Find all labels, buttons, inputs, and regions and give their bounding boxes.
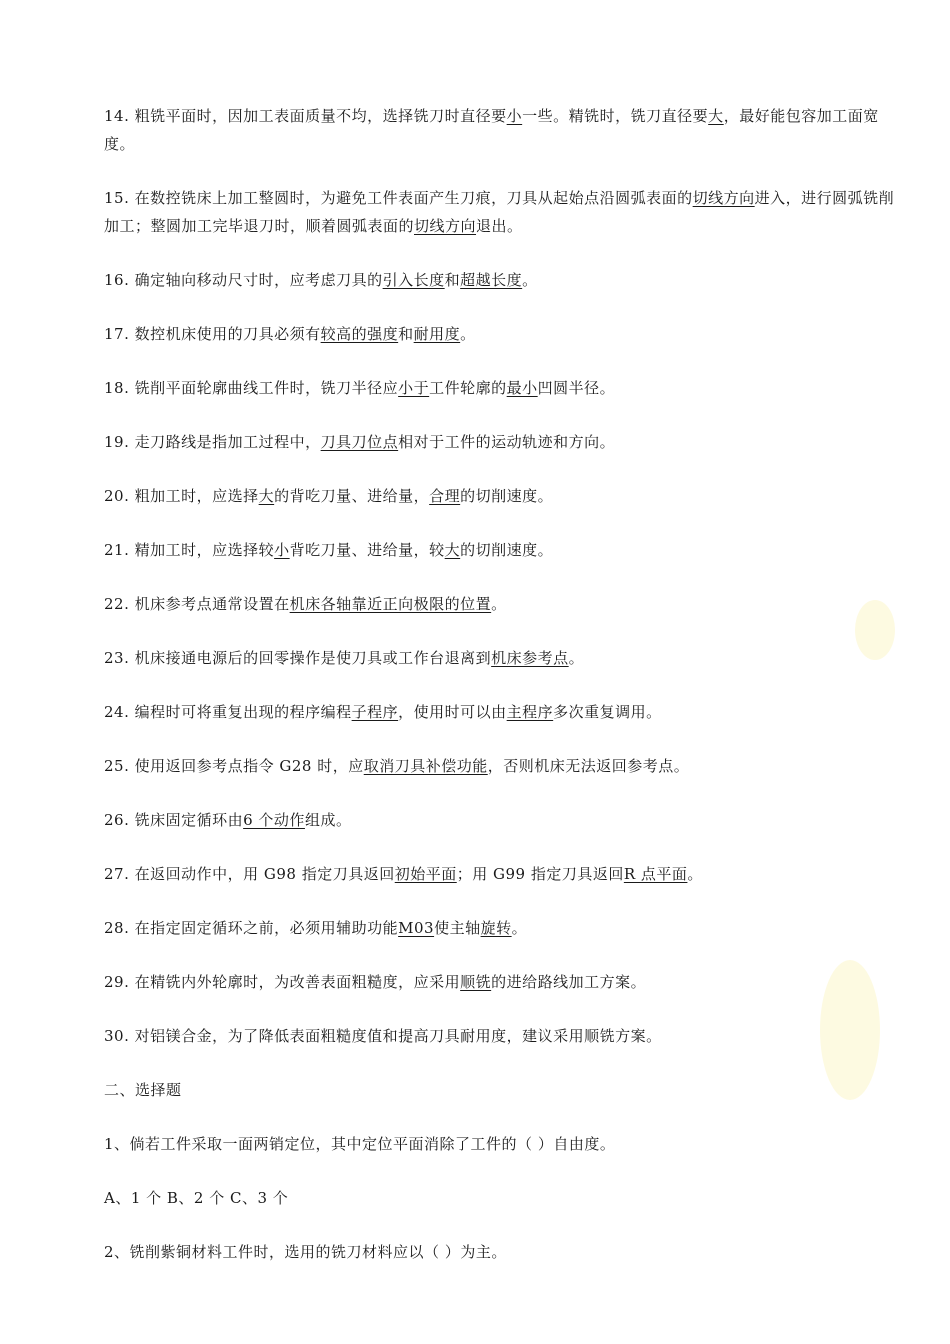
text-run: 27. 在返回动作中，用 G98 指定刀具返回 (104, 865, 395, 883)
text-run: 二、选择题 (104, 1081, 182, 1099)
text-run: A、1 个 B、2 个 C、3 个 (104, 1189, 289, 1207)
item-q25 (104, 752, 904, 780)
text-run: ，最好能包容加工面宽度。 (104, 107, 879, 153)
item-q24 (104, 698, 904, 726)
answer-underlined: 大 (444, 541, 461, 559)
text-run: 背吃刀量、进给量，较 (289, 541, 445, 559)
text-run: 20. 粗加工时，应选择 (104, 487, 259, 505)
item-q18 (104, 374, 904, 402)
item-q20 (104, 482, 904, 510)
text-run: 21. 精加工时，应选择较 (104, 541, 275, 559)
text-run: 15. 在数控铣床上加工整圆时，为避免工件表面产生刀痕，刀具从起始点沿圆弧表面的 (104, 189, 693, 207)
item-q26 (104, 806, 904, 834)
item-c2 (104, 1238, 904, 1266)
answer-underlined: 超越长度 (460, 271, 523, 289)
answer-underlined: 大 (708, 107, 724, 125)
text-run: 和 (444, 271, 461, 289)
answer-underlined: 小 (506, 107, 523, 125)
text-run: 。 (568, 649, 585, 667)
text-run: 的切削速度。 (460, 487, 554, 505)
text-run: 。 (491, 595, 507, 613)
text-run: 19. 走刀路线是指加工过程中， (104, 433, 321, 451)
text-run: ，使用时可以由 (398, 703, 507, 721)
text-run: 17. 数控机床使用的刀具必须有 (104, 325, 321, 343)
text-run: 16. 确定轴向移动尺寸时，应考虑刀具的 (104, 271, 383, 289)
answer-underlined: 机床各轴靠近正向极限的位置 (289, 595, 492, 613)
text-run: 25. 使用返回参考点指令 G28 时，应 (104, 757, 364, 775)
text-run: 。 (687, 865, 703, 883)
text-run: 的进给路线加工方案。 (491, 973, 647, 991)
answer-underlined: 引入长度 (382, 271, 445, 289)
answer-underlined: 顺铣 (460, 973, 492, 991)
answer-underlined: 小 (274, 541, 290, 559)
text-run: 23. 机床接通电源后的回零操作是使刀具或工作台退离到 (104, 649, 492, 667)
item-q27 (104, 860, 904, 888)
text-run: 的切削速度。 (460, 541, 554, 559)
item-q15 (104, 184, 904, 240)
text-run: 多次重复调用。 (553, 703, 662, 721)
text-run: 一些。精铣时，铣刀直径要 (522, 107, 709, 125)
text-run: 和 (398, 325, 414, 343)
item-q28 (104, 914, 904, 942)
text-run: 组成。 (304, 811, 352, 829)
answer-underlined: 6 个动作 (243, 811, 305, 829)
text-run: 14. 粗铣平面时，因加工表面质量不均，选择铣刀时直径要 (104, 107, 507, 125)
text-run: ，否则机床无法返回参考点。 (487, 757, 690, 775)
item-q23 (104, 644, 904, 672)
text-run: 29. 在精铣内外轮廓时，为改善表面粗糙度，应采用 (104, 973, 461, 991)
text-run: 退出。 (476, 217, 523, 235)
item-q22 (104, 590, 904, 618)
text-run: 26. 铣床固定循环由 (104, 811, 244, 829)
text-run: 凹圆半径。 (537, 379, 616, 397)
answer-underlined: M03 (398, 919, 435, 937)
answer-underlined: 刀具刀位点 (320, 433, 399, 451)
answer-underlined: 子程序 (351, 703, 399, 721)
text-run: 18. 铣削平面轮廓曲线工件时，铣刀半径应 (104, 379, 399, 397)
answer-underlined: 大 (258, 487, 275, 505)
text-run: 使主轴 (434, 919, 481, 937)
answer-underlined: 合理 (429, 487, 461, 505)
answer-underlined: 耐用度 (413, 325, 461, 343)
text-run: 进入，进行圆弧铣削加工；整圆加工完毕退刀时，顺着圆弧表面的 (104, 189, 895, 235)
item-q17 (104, 320, 904, 348)
answer-underlined: 小于 (398, 379, 430, 397)
answer-underlined: 较高的强度 (320, 325, 399, 343)
item-q30 (104, 1022, 904, 1050)
answer-underlined: 机床参考点 (491, 649, 569, 667)
text-run: 相对于工件的运动轨迹和方向。 (398, 433, 616, 451)
text-run: ；用 G99 指定刀具返回 (456, 865, 624, 883)
text-run: 24. 编程时可将重复出现的程序编程 (104, 703, 352, 721)
answer-underlined: R 点平面 (623, 865, 688, 883)
text-run: 2、铣削紫铜材料工件时，选用的铣刀材料应以（ ）为主。 (104, 1243, 507, 1261)
text-run: 。 (460, 325, 476, 343)
item-c1 (104, 1130, 904, 1158)
answer-underlined: 取消刀具补偿功能 (363, 757, 488, 775)
answer-underlined: 切线方向 (414, 217, 477, 235)
item-q21 (104, 536, 904, 564)
text-run: 。 (522, 271, 538, 289)
text-run: 28. 在指定固定循环之前，必须用辅助功能 (104, 919, 399, 937)
answer-underlined: 最小 (506, 379, 538, 397)
text-run: 的背吃刀量、进给量， (274, 487, 430, 505)
answer-underlined: 初始平面 (394, 865, 457, 883)
item-q19 (104, 428, 904, 456)
section-heading (104, 1076, 904, 1104)
text-run: 22. 机床参考点通常设置在 (104, 595, 290, 613)
item-q14 (104, 102, 904, 158)
text-run: 30. 对铝镁合金，为了降低表面粗糙度值和提高刀具耐用度，建议采用顺铣方案。 (104, 1027, 662, 1045)
item-q29 (104, 968, 904, 996)
answer-underlined: 旋转 (480, 919, 512, 937)
text-run: 工件轮廓的 (429, 379, 507, 397)
item-c1-options (104, 1184, 904, 1212)
item-q16 (104, 266, 904, 294)
text-run: 。 (511, 919, 528, 937)
text-run: 1、倘若工件采取一面两销定位，其中定位平面消除了工件的（ ）自由度。 (104, 1135, 616, 1153)
answer-underlined: 切线方向 (692, 189, 755, 207)
answer-underlined: 主程序 (506, 703, 554, 721)
